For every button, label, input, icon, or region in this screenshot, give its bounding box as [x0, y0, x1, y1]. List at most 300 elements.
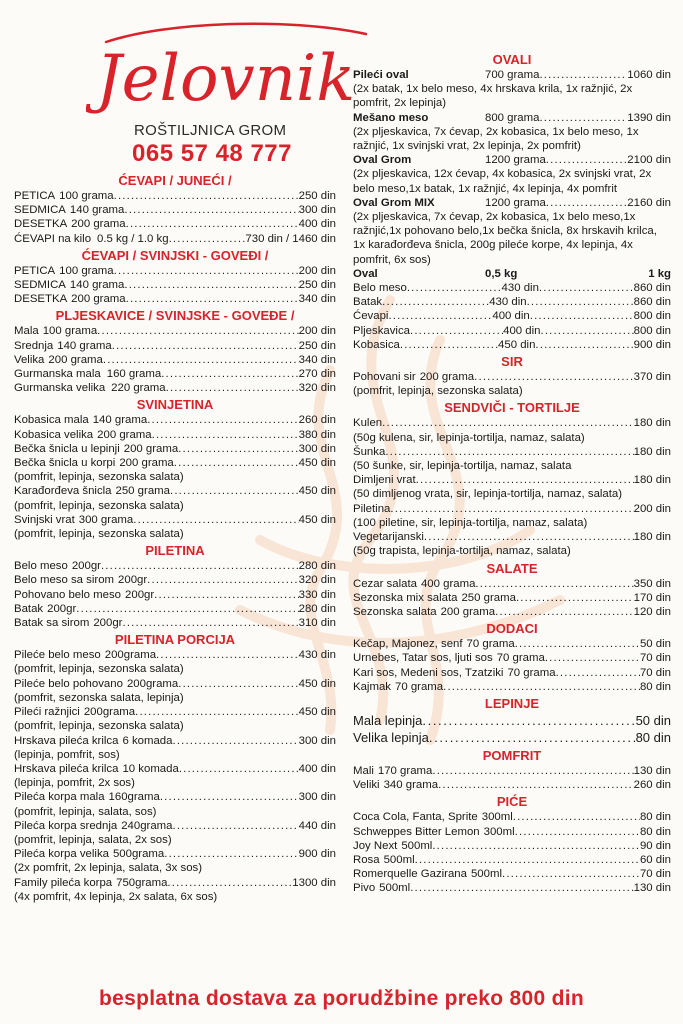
item-quantity: 200 grama [123, 442, 179, 455]
menu-item [14, 677, 336, 691]
item-quantity: 70 grama [466, 638, 515, 651]
menu-item [353, 881, 671, 895]
half-kg-price: 450 din [498, 338, 536, 351]
item-quantity: 250 grama [461, 591, 516, 604]
dot-leader [515, 825, 640, 839]
item-price: 1300 din [292, 876, 336, 889]
menu-item [14, 734, 336, 748]
dot-leader [432, 764, 633, 778]
item-quantity: 500ml [379, 882, 411, 895]
dot-leader [135, 705, 298, 719]
menu-item [14, 484, 336, 498]
item-name: DESETKA [14, 293, 68, 306]
item-description: (2x batak, 1x belo meso, 4x hrskava krila, 1x ražnjić, 2x pomfrit, 2x lepinja) [353, 83, 633, 110]
dot-leader [415, 853, 640, 867]
menu-item [353, 473, 671, 487]
menu-item [353, 370, 671, 384]
section-title-piletina-porcija: PILETINA PORCIJA [114, 632, 236, 648]
menu-item [14, 616, 336, 630]
item-quantity: 300ml [481, 811, 513, 824]
item-name: Kobasica velika [14, 428, 94, 441]
right-sections [353, 353, 671, 895]
item-quantity: 200grama [104, 649, 157, 662]
section-title-sendvic-i-tortilje: SENDVIČI - TORTILJE [444, 400, 580, 416]
dot-leader [161, 367, 298, 381]
dot-leader [114, 264, 299, 278]
item-price: 60 din [639, 853, 671, 866]
menu-item [14, 189, 336, 203]
item-description: (pomfrit, lepinja, sezonska salata) [14, 720, 184, 733]
item-price: 80 din [639, 811, 671, 824]
half-kg-price: 430 din [489, 296, 527, 309]
item-quantity: 200gr [47, 602, 77, 615]
item-name: Dimljeni vrat [353, 474, 416, 487]
menu-item [14, 762, 336, 776]
item-name: Veliki [353, 779, 380, 792]
item-price: 120 din [633, 605, 671, 618]
dot-leader [122, 616, 298, 630]
menu-item [14, 292, 336, 306]
item-price: 300 din [298, 204, 336, 217]
dot-leader [416, 473, 634, 487]
item-quantity: 200 grama [48, 353, 103, 366]
item-name: Belo meso sa sirom [14, 574, 115, 587]
item-name: Kajmak [353, 680, 391, 693]
item-description: (50 šunke, sir, lepinja-tortilja, namaz, salata [353, 460, 572, 473]
item-name: Kulen [353, 417, 383, 430]
item-description: (2x pljeskavica, 7x ćevap, 2x kobasica, 1x belo meso, 1x ražnjić, 1x svinjski vrat, 2x lepinja, 2x pomfrit) [353, 125, 639, 153]
item-name: SEDMICA [14, 279, 66, 292]
item-price: 200 din [633, 502, 671, 515]
item-quantity: 200 grama [97, 428, 152, 441]
item-quantity: 0.5 kg / 1.0 kg [97, 232, 169, 245]
section-title-c-evapi-junec-i: ĆEVAPI / JUNEĆI / [118, 173, 232, 188]
item-name: Pljeskavica [353, 324, 410, 337]
item-quantity: 140 grama [69, 204, 125, 217]
item-description: (2x pljeskavica, 12x ćevap, 4x kobasica, 2x svinjski vrat, 2x belo meso,1x batak, 1x ražnjić, 4x lepinja, 4x pomfrit [353, 168, 652, 195]
item-description: (pomfrit, lepinja, salata, sos) [14, 805, 157, 818]
item-name: Mala [14, 325, 39, 338]
item-name: Pileći ražnjici [14, 706, 80, 719]
item-price: 350 din [633, 577, 671, 590]
item-price: 250 din [298, 279, 336, 292]
item-price: 260 din [633, 779, 671, 792]
item-quantity: 700 grama [485, 69, 540, 81]
menu-item [14, 588, 336, 602]
dot-leader [156, 648, 299, 662]
item-quantity: 140 grama [57, 339, 112, 352]
item-name: Pohovano belo meso [14, 588, 122, 601]
item-name: Gurmanska velika [14, 382, 106, 395]
item-price: 250 din [298, 190, 336, 202]
item-description: (4x pomfrit, 4x lepinja, 2x salata, 6x sos) [14, 890, 218, 903]
dot-leader [124, 203, 298, 217]
item-name: Karađorđeva šnicla [14, 485, 112, 498]
menu-item [14, 819, 336, 833]
item-price: 260 din [298, 414, 336, 427]
item-name: ĆEVAPI na kilo [14, 232, 92, 245]
item-quantity: 70 grama [507, 666, 556, 679]
item-name: Kobasica [353, 338, 400, 351]
dot-leader [474, 370, 633, 384]
item-quantity: 70 grama [394, 680, 444, 693]
item-price: 370 din [633, 371, 671, 384]
dot-leader [410, 324, 503, 338]
item-description: (50g trapista, lepinja-tortilja, namaz, salata) [353, 545, 571, 558]
item-quantity: 300 grama [78, 513, 134, 526]
item-name: Ćevapi [353, 310, 389, 323]
item-price: 310 din [298, 617, 336, 630]
item-name: Pileća korpa srednja [14, 819, 118, 832]
item-name: Pileće belo pohovano [14, 677, 123, 690]
menu-item [353, 680, 671, 694]
menu-item [14, 278, 336, 292]
menu-item [353, 605, 671, 619]
item-price: 70 din [639, 652, 671, 665]
dot-leader [114, 189, 299, 203]
dot-leader [178, 677, 298, 691]
dot-leader [545, 651, 640, 665]
item-name: Piletina [353, 502, 391, 515]
dot-leader [515, 637, 640, 651]
section-title-dodaci: DODACI [486, 621, 538, 637]
item-name: Pileća korpa velika [14, 848, 109, 861]
item-name: PETICA [14, 190, 56, 202]
item-description: (pomfrit, sezonska salata, lepinja) [14, 691, 184, 704]
item-price: 450 din [298, 513, 336, 526]
item-name: Family pileća korpa [14, 876, 113, 889]
item-description: (50 dimljenog vrata, sir, lepinja-tortilja, namaz, salata) [353, 488, 623, 501]
item-price: 320 din [298, 382, 336, 395]
item-price: 450 din [298, 677, 336, 690]
dot-leader [475, 577, 633, 591]
item-name: Belo meso [353, 282, 407, 295]
menu-item [353, 68, 671, 82]
section-title-piletina: PILETINA [145, 543, 205, 559]
item-price: 130 din [633, 764, 671, 777]
item-price: 340 din [298, 353, 336, 366]
item-quantity: 200 grama [419, 371, 475, 384]
item-quantity: 400 grama [420, 577, 476, 590]
dot-leader [170, 484, 299, 498]
item-price: 170 din [633, 591, 671, 604]
item-quantity: 200 grama [71, 218, 126, 231]
item-quantity: 200gr [93, 617, 123, 630]
item-quantity: 500ml [470, 868, 502, 881]
item-quantity: 240grama [121, 819, 173, 832]
item-quantity: 160grama [108, 791, 160, 804]
dot-leader [167, 876, 292, 890]
item-price: 1060 din [627, 69, 671, 81]
dot-leader [147, 413, 298, 427]
item-name: Gurmanska mala [14, 368, 101, 381]
item-price: 730 din / 1460 din [245, 232, 336, 245]
menu-item [353, 712, 671, 729]
item-name: Kari sos, Medeni sos, Tzatziki [353, 666, 504, 679]
dot-leader [407, 281, 502, 295]
item-price: 180 din [633, 417, 671, 430]
item-name: Velika [14, 353, 45, 366]
item-quantity: 500ml [383, 853, 415, 866]
menu-item [14, 381, 336, 395]
item-price: 50 din [639, 638, 671, 651]
dot-leader [385, 445, 633, 459]
section-title-pomfrit: POMFRIT [482, 747, 542, 763]
item-quantity: 200grama [83, 706, 136, 719]
item-name: Kobasica mala [14, 414, 89, 427]
dot-leader [516, 591, 634, 605]
item-name: SEDMICA [14, 204, 66, 217]
item-name: Velika lepinja [353, 729, 429, 745]
item-price: 70 din [639, 666, 671, 679]
item-name: Coca Cola, Fanta, Sprite [353, 811, 478, 824]
full-kg-price: 860 din [633, 296, 671, 309]
menu-item [353, 637, 671, 651]
full-kg-price: 800 din [633, 310, 671, 323]
dot-leader [432, 839, 640, 853]
item-name: Oval Grom [353, 154, 412, 167]
item-name: Cezar salata [353, 577, 417, 590]
item-name: Oval Grom MIX [353, 196, 435, 209]
item-quantity: 500ml [401, 839, 433, 852]
item-quantity: 200 grama [440, 605, 496, 618]
menu-item [14, 264, 336, 278]
item-name: DESETKA [14, 218, 68, 231]
dot-leader [112, 339, 299, 353]
item-quantity: 200gr [118, 574, 148, 587]
ovali-items [353, 68, 671, 267]
item-price: 2160 din [627, 196, 671, 209]
restaurant-name: ROŠTILJNICA GROM [134, 122, 287, 139]
item-price: 450 din [298, 457, 336, 470]
menu-item [14, 232, 336, 246]
dot-leader [126, 217, 299, 231]
dot-leader [546, 196, 627, 210]
menu-item [14, 428, 336, 442]
menu-item [353, 810, 671, 824]
item-description: (pomfrit, lepinja, sezonska salata) [14, 499, 184, 512]
section-title-c-evapi-svinjski-gove-i: ĆEVAPI / SVINJSKI - GOVEĐI / [81, 247, 269, 263]
item-price: 2100 din [627, 154, 671, 167]
menu-item [353, 666, 671, 680]
item-name: Hrskava pileća krilca [14, 762, 119, 775]
dot-leader [390, 502, 633, 516]
menu-item [14, 339, 336, 353]
item-description: (pomfrit, lepinja, sezonska salata) [14, 528, 184, 541]
section-title-sir: SIR [501, 354, 523, 370]
dot-leader [539, 68, 627, 82]
item-quantity: 200grama [126, 677, 179, 690]
item-name: Šunka [353, 445, 386, 458]
item-name: Sezonska salata [353, 605, 437, 618]
item-quantity: 170 grama [377, 764, 433, 777]
dot-leader [126, 292, 299, 306]
dot-leader [495, 605, 634, 619]
section-title-pic-e: PIĆE [496, 794, 528, 810]
item-name: Srednja [14, 339, 54, 352]
dot-leader [173, 819, 299, 833]
menu-item [14, 353, 336, 367]
left-menu-column [14, 171, 336, 904]
right-menu-column [353, 50, 671, 896]
item-name: Kečap, Majonez, senf [353, 638, 463, 651]
menu-item [353, 778, 671, 792]
dot-leader [179, 762, 299, 776]
item-quantity: 160 grama [106, 368, 162, 381]
menu-item [353, 867, 671, 881]
item-price: 440 din [298, 819, 336, 832]
item-price: 80 din [639, 825, 671, 838]
item-quantity: 220 grama [111, 382, 166, 395]
menu-item [14, 413, 336, 427]
oval-size-row [353, 324, 671, 338]
dot-leader [166, 381, 299, 395]
item-description: (pomfrit, lepinja, sezonska salata) [14, 663, 184, 676]
item-price: 400 din [298, 218, 336, 231]
dot-leader [382, 416, 633, 430]
item-name: Urnebes, Tatar sos, ljuti sos [353, 652, 493, 665]
item-price: 380 din [298, 428, 336, 441]
item-name: Pileći oval [353, 69, 409, 81]
dot-leader [172, 734, 298, 748]
item-name: Pileća korpa mala [14, 791, 105, 804]
menu-item [353, 825, 671, 839]
item-quantity: 200 grama [119, 457, 174, 470]
menu-item [14, 559, 336, 573]
item-description: (pomfrit, lepinja, salata, 2x sos) [14, 833, 172, 846]
item-quantity: 1200 grama [485, 196, 546, 209]
menu-item [14, 602, 336, 616]
item-name: Batak [14, 602, 44, 615]
logo-text: Jelovnik [96, 42, 356, 116]
menu-item [353, 153, 671, 167]
item-quantity: 750grama [116, 876, 168, 889]
item-price: 320 din [298, 574, 336, 587]
item-quantity: 200gr [71, 560, 101, 573]
menu-item [14, 217, 336, 231]
free-delivery-banner: besplatna dostava za porudžbine preko 800 din [99, 987, 584, 1010]
item-description: (50g kulena, sir, lepinja-tortilja, namaz, salata) [353, 431, 585, 444]
item-price: 430 din [298, 649, 336, 662]
item-name: Schweppes Bitter Lemon [353, 825, 480, 838]
item-name: Batak sa sirom [14, 617, 90, 630]
dot-leader [76, 602, 298, 616]
menu-item [353, 729, 671, 746]
item-price: 340 din [298, 293, 336, 306]
dot-leader [133, 513, 298, 527]
item-description: (pomfrit, lepinja, sezonska salata) [353, 385, 523, 398]
menu-item [353, 196, 671, 210]
oval-size-header: Oval 0,5 kg 1 kg [353, 267, 671, 280]
oval-size-row [353, 295, 671, 309]
item-quantity: 1200 grama [485, 154, 546, 167]
oval-size-list [353, 281, 671, 352]
item-price: 180 din [633, 531, 671, 544]
menu-item [14, 573, 336, 587]
item-name: Vegetarijanski [353, 531, 424, 544]
item-price: 330 din [298, 588, 336, 601]
item-price: 200 din [298, 325, 336, 338]
menu-item [14, 705, 336, 719]
item-quantity: 100 grama [59, 190, 114, 202]
dot-leader [410, 881, 633, 895]
full-kg-price: 860 din [633, 282, 671, 295]
item-name: Pohovani sir [353, 371, 416, 384]
menu-item [353, 853, 671, 867]
section-title-svinjetina: SVINJETINA [136, 397, 214, 413]
dot-leader [103, 353, 299, 367]
oval-size-row [353, 338, 671, 352]
menu-item [14, 203, 336, 217]
item-price: 180 din [633, 474, 671, 487]
dot-leader [443, 680, 640, 694]
item-quantity: 10 komada [122, 762, 179, 775]
dot-leader [438, 778, 634, 792]
menu-item [14, 790, 336, 804]
item-quantity: 200 grama [71, 293, 126, 306]
menu-item [353, 530, 671, 544]
menu-item [353, 577, 671, 591]
dot-leader [124, 278, 298, 292]
item-name: Romerquelle Gazirana [353, 868, 467, 881]
dot-leader [169, 232, 246, 246]
dot-leader [502, 867, 640, 881]
item-name: Batak [353, 296, 383, 309]
item-quantity: 140 grama [92, 414, 148, 427]
item-quantity: 200gr [125, 588, 155, 601]
menu-item [353, 651, 671, 665]
item-name: Rosa [353, 853, 380, 866]
item-price: 280 din [298, 560, 336, 573]
menu-item [14, 442, 336, 456]
oval-size-row [353, 309, 671, 323]
menu-item [14, 648, 336, 662]
menu-item [353, 591, 671, 605]
item-description: (2x pomfrit, 2x lepinja, salata, 3x sos) [14, 862, 203, 875]
dot-leader [422, 712, 635, 729]
item-price: 180 din [633, 445, 671, 458]
item-quantity: 70 grama [496, 652, 545, 665]
dot-leader [174, 456, 299, 470]
dot-leader [424, 530, 634, 544]
dot-leader [178, 442, 298, 456]
item-price: 250 din [298, 339, 336, 352]
dot-leader [539, 111, 627, 125]
item-quantity: 340 grama [383, 779, 439, 792]
item-quantity: 300ml [483, 825, 515, 838]
section-title-ovali: OVALI [492, 52, 532, 67]
menu-item [14, 456, 336, 470]
item-name: Pileće belo meso [14, 649, 101, 662]
item-quantity: 100 grama [42, 325, 98, 338]
item-quantity: 6 komada [122, 734, 173, 747]
item-price: 300 din [298, 734, 336, 747]
item-description: (pomfrit, lepinja, sezonska salata) [14, 471, 184, 484]
dot-leader [388, 309, 492, 323]
item-price: 280 din [298, 602, 336, 615]
phone-number[interactable]: 065 57 48 777 [132, 140, 292, 167]
item-price: 50 din [635, 712, 671, 728]
dot-leader [535, 338, 633, 352]
item-description: (lepinja, pomfrit, 2x sos) [14, 777, 135, 790]
dot-leader [160, 790, 299, 804]
section-title-pljeskavice-svinjske-gove-e: PLJESKAVICE / SVINJSKE - GOVEĐE / [55, 308, 295, 324]
item-name: Joy Next [353, 839, 398, 852]
item-name: PETICA [14, 264, 56, 277]
item-price: 300 din [298, 442, 336, 455]
dot-leader [382, 295, 489, 309]
item-quantity: 100 grama [59, 264, 114, 277]
